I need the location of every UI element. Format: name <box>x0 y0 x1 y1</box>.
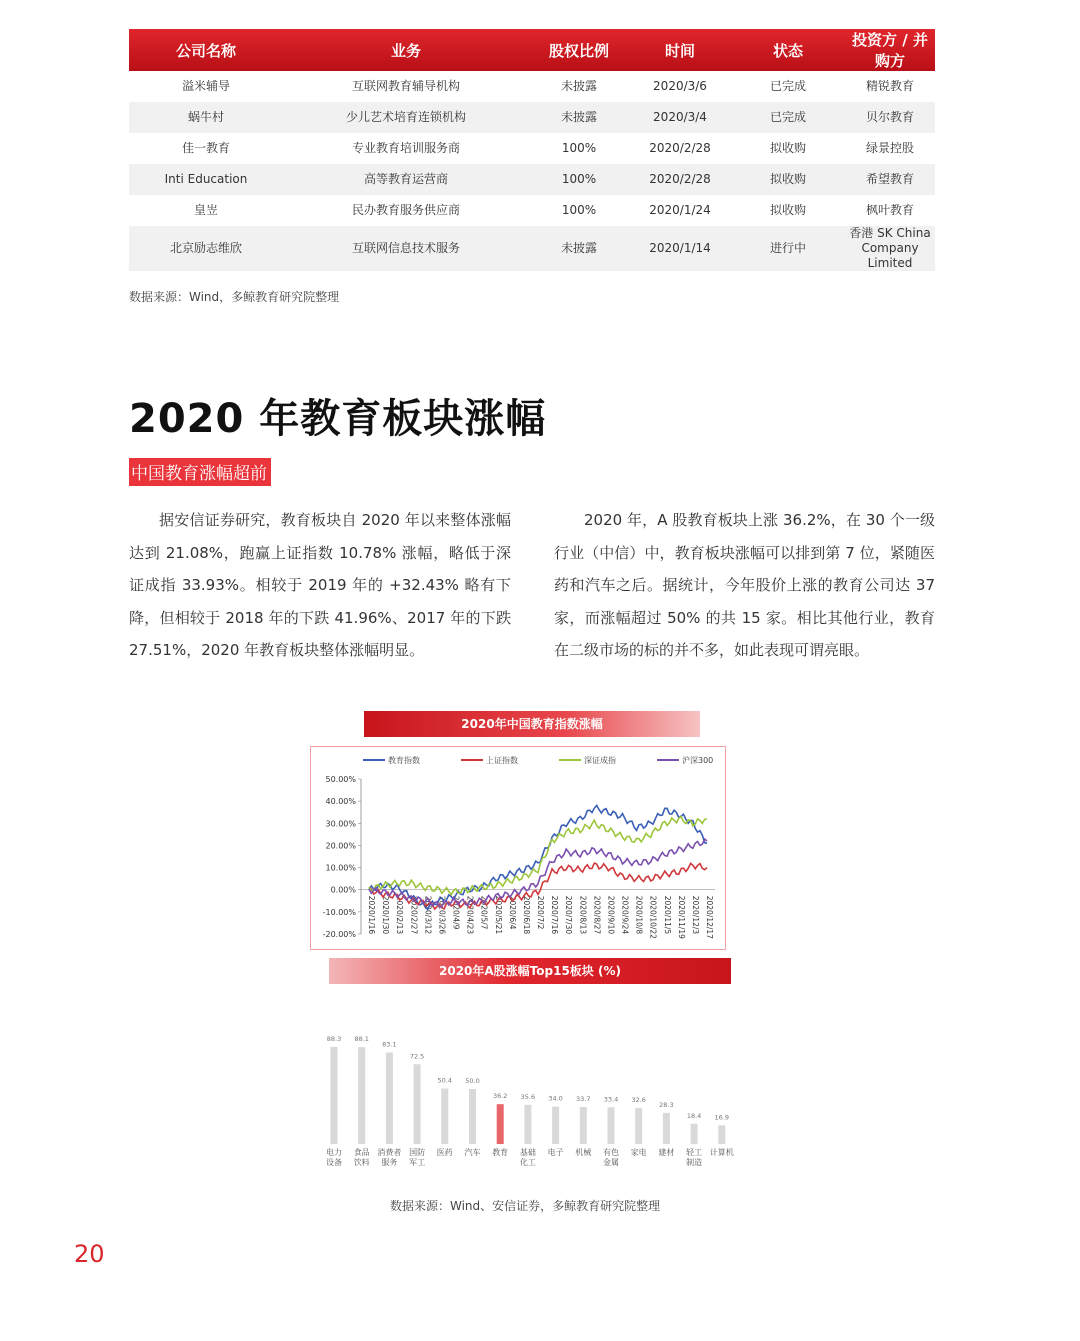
category-label: 设备 <box>326 1158 342 1167</box>
category-label: 汽车 <box>464 1148 481 1157</box>
cell-business: 少儿艺术培育连锁机构 <box>283 102 529 133</box>
x-tick-label: 2020/7/16 <box>550 895 560 935</box>
x-tick-label: 2020/10/8 <box>634 895 644 935</box>
cell-company: 北京励志维欣 <box>129 226 283 271</box>
cell-date: 2020/2/28 <box>629 164 731 195</box>
bar-value-label: 16.9 <box>714 1113 730 1122</box>
bar-value-label: 18.4 <box>686 1111 702 1120</box>
category-label: 医药 <box>436 1148 453 1157</box>
legend-label: 上证指数 <box>486 756 518 765</box>
cell-status: 已完成 <box>731 102 845 133</box>
x-tick-label: 2020/3/26 <box>437 895 447 935</box>
bar-value-label: 88.3 <box>326 1034 342 1043</box>
bar-value-label: 32.6 <box>631 1096 646 1105</box>
header-company: 公司名称 <box>129 29 283 71</box>
bar <box>358 1047 365 1144</box>
paragraph-left: 据安信证券研究，教育板块自 2020 年以来整体涨幅达到 21.08%，跑赢上证指数 10.78% 涨幅，略低于深证成指 33.93%。相较于 2019 年的 +32.43% 略有下降，但相较于 2018 年的下跌 41.96%、2017 年的下跌 27.51%，2020 年教育板块整体涨幅明显。 <box>129 511 511 659</box>
x-tick-label: 2020/5/7 <box>479 895 489 930</box>
bar <box>580 1107 587 1144</box>
cell-date: 2020/1/14 <box>629 226 731 271</box>
x-tick-label: 2020/8/27 <box>592 895 602 935</box>
category-label: 化工 <box>519 1158 536 1167</box>
bar-value-label: 33.7 <box>576 1094 591 1103</box>
section-title: 2020 年教育板块涨幅 <box>129 396 547 442</box>
x-tick-label: 2020/5/21 <box>493 895 503 935</box>
category-label: 电力 <box>326 1148 342 1157</box>
category-label: 国防 <box>409 1148 426 1157</box>
x-tick-label: 2020/7/30 <box>564 895 574 935</box>
legend-label: 沪深300 <box>682 756 714 765</box>
x-tick-label: 2020/11/19 <box>676 895 686 939</box>
category-label: 有色 <box>603 1148 619 1157</box>
deals-table <box>129 29 935 271</box>
bar <box>386 1053 393 1144</box>
x-tick-label: 2020/6/4 <box>507 895 517 930</box>
cell-status: 拟收购 <box>769 141 806 155</box>
cell-investor: 希望教育 <box>845 164 935 195</box>
cell-business: 高等教育运营商 <box>283 164 529 195</box>
x-tick-label: 2020/12/3 <box>690 895 700 935</box>
cell-investor: 精锐教育 <box>865 79 914 93</box>
cell-equity: 未披露 <box>529 226 629 271</box>
section-tag: 中国教育涨幅超前 <box>129 458 271 486</box>
cell-business: 互联网教育辅导机构 <box>351 79 460 93</box>
y-tick-label: 0.00% <box>330 885 356 895</box>
table-row <box>129 102 935 133</box>
bar <box>718 1125 725 1144</box>
cell-status: 拟收购 <box>731 164 845 195</box>
x-tick-label: 2020/12/17 <box>705 895 714 939</box>
cell-company: 蜗牛村 <box>129 102 283 133</box>
bar <box>497 1104 504 1144</box>
category-label: 金属 <box>603 1158 619 1167</box>
category-label: 基础 <box>519 1148 536 1157</box>
table-row <box>129 164 935 195</box>
bar-value-label: 50.0 <box>465 1077 480 1085</box>
bar-value-label: 36.2 <box>492 1092 508 1101</box>
bar-chart-title: 2020年A股涨幅Top15板块 (%) <box>329 958 731 984</box>
table-row <box>129 195 935 226</box>
y-tick-label: 40.00% <box>325 797 356 807</box>
x-tick-label: 2020/1/16 <box>367 895 376 935</box>
bar-value-label: 35.6 <box>520 1092 536 1101</box>
cell-date: 2020/2/28 <box>649 141 711 155</box>
bar <box>552 1107 559 1144</box>
header-date: 时间 <box>629 29 731 71</box>
table-row <box>129 133 935 164</box>
bar <box>524 1105 531 1144</box>
cell-business: 专业教育培训服务商 <box>351 141 460 155</box>
x-tick-label: 2020/7/2 <box>536 895 545 930</box>
bar <box>663 1113 670 1144</box>
category-label: 建材 <box>658 1148 675 1157</box>
cell-investor: 香港 SK China Company Limited <box>845 226 935 271</box>
y-tick-label: 20.00% <box>325 841 356 851</box>
y-tick-label: -10.00% <box>322 907 356 917</box>
cell-company: Inti Education <box>129 164 283 195</box>
bar-value-label: 50.4 <box>437 1076 453 1085</box>
cell-date: 2020/1/24 <box>649 203 711 217</box>
category-label: 饮料 <box>353 1158 370 1167</box>
y-tick-label: 30.00% <box>325 819 356 829</box>
bar <box>441 1089 448 1144</box>
x-tick-label: 2020/3/12 <box>423 895 433 935</box>
x-tick-label: 2020/11/5 <box>662 895 672 935</box>
chart-source-note: 数据来源：Wind、安信证券，多鲸教育研究院整理 <box>390 1199 661 1213</box>
cell-equity: 未披露 <box>560 79 597 93</box>
x-tick-label: 2020/1/30 <box>381 895 391 935</box>
bar <box>691 1124 698 1144</box>
cell-company: 皇岦 <box>193 203 218 217</box>
x-tick-label: 2020/4/9 <box>451 895 461 930</box>
category-label: 食品 <box>353 1148 370 1157</box>
category-label: 计算机 <box>709 1148 734 1157</box>
cell-equity: 100% <box>561 141 597 155</box>
cell-investor: 枫叶教育 <box>865 203 914 217</box>
table-header-row <box>129 29 935 71</box>
category-label: 军工 <box>409 1158 426 1167</box>
cell-investor: 贝尔教育 <box>845 102 935 133</box>
y-tick-label: -20.00% <box>322 930 356 939</box>
line-chart-frame <box>310 746 726 950</box>
category-label: 教育 <box>492 1148 509 1157</box>
bar-value-label: 83.1 <box>382 1040 397 1049</box>
header-equity: 股权比例 <box>529 29 629 71</box>
bar <box>331 1047 338 1144</box>
category-label: 电子 <box>547 1148 564 1157</box>
bar <box>469 1089 476 1144</box>
cell-status: 进行中 <box>731 226 845 271</box>
cell-equity: 100% <box>529 164 629 195</box>
x-tick-label: 2020/2/13 <box>395 895 405 935</box>
line-chart-title: 2020年中国教育指数涨幅 <box>364 711 700 737</box>
x-tick-label: 2020/10/22 <box>648 895 658 939</box>
x-tick-label: 2020/9/24 <box>620 895 630 935</box>
bar-chart <box>318 1018 758 1178</box>
cell-equity: 未披露 <box>529 102 629 133</box>
x-tick-label: 2020/6/18 <box>521 895 531 935</box>
legend-label: 教育指数 <box>388 756 420 765</box>
header-investor: 投资方 / 并购方 <box>845 29 935 71</box>
cell-status: 拟收购 <box>769 203 806 217</box>
table-row <box>129 71 935 102</box>
bar-value-label: 34.0 <box>548 1094 563 1103</box>
category-label: 家电 <box>630 1148 647 1157</box>
bar <box>608 1107 615 1144</box>
paragraph-right: 2020 年，A 股教育板块上涨 36.2%，在 30 个一级行业（中信）中，教育板块涨幅可以排到第 7 位，紧随医药和汽车之后。据统计，今年股价上涨的教育公司达 37 家，而涨幅超过 50% 的共 15 家。相比其他行业，教育在二级市场的标的并不多，如此表现可谓亮眼。 <box>554 511 935 659</box>
legend-label: 深证成指 <box>584 756 616 765</box>
cell-company: 溢米辅导 <box>181 79 230 93</box>
header-status: 状态 <box>731 29 845 71</box>
category-label: 服务 <box>381 1158 398 1167</box>
y-tick-label: 10.00% <box>325 863 356 873</box>
category-label: 轻工 <box>686 1148 703 1157</box>
bar-value-label: 28.3 <box>659 1100 674 1109</box>
cell-date: 2020/3/4 <box>629 102 731 133</box>
x-tick-label: 2020/4/23 <box>465 895 475 935</box>
category-label: 消费者 <box>377 1148 402 1157</box>
category-label: 机械 <box>575 1148 592 1157</box>
y-tick-label: 50.00% <box>325 775 356 784</box>
x-tick-label: 2020/8/13 <box>578 895 588 935</box>
cell-business: 民办教育服务供应商 <box>351 203 460 217</box>
cell-business: 互联网信息技术服务 <box>283 226 529 271</box>
cell-status: 已完成 <box>769 79 806 93</box>
page-number: 20 <box>74 1240 105 1268</box>
x-tick-label: 2020/9/10 <box>606 895 616 935</box>
table-row <box>129 226 935 271</box>
cell-company: 佳一教育 <box>181 141 230 155</box>
cell-equity: 100% <box>561 203 597 217</box>
header-business: 业务 <box>283 29 529 71</box>
x-tick-label: 2020/2/27 <box>409 895 419 935</box>
bar <box>414 1064 421 1144</box>
cell-date: 2020/3/6 <box>653 79 707 93</box>
bar <box>635 1108 642 1144</box>
table-source-note: 数据来源：Wind，多鲸教育研究院整理 <box>129 290 340 304</box>
cell-investor: 绿景控股 <box>865 141 914 155</box>
bar-value-label: 88.1 <box>354 1035 369 1044</box>
bar-value-label: 33.4 <box>603 1095 619 1104</box>
category-label: 制造 <box>686 1158 703 1167</box>
bar-value-label: 72.5 <box>409 1052 425 1061</box>
line-chart <box>311 747 725 949</box>
